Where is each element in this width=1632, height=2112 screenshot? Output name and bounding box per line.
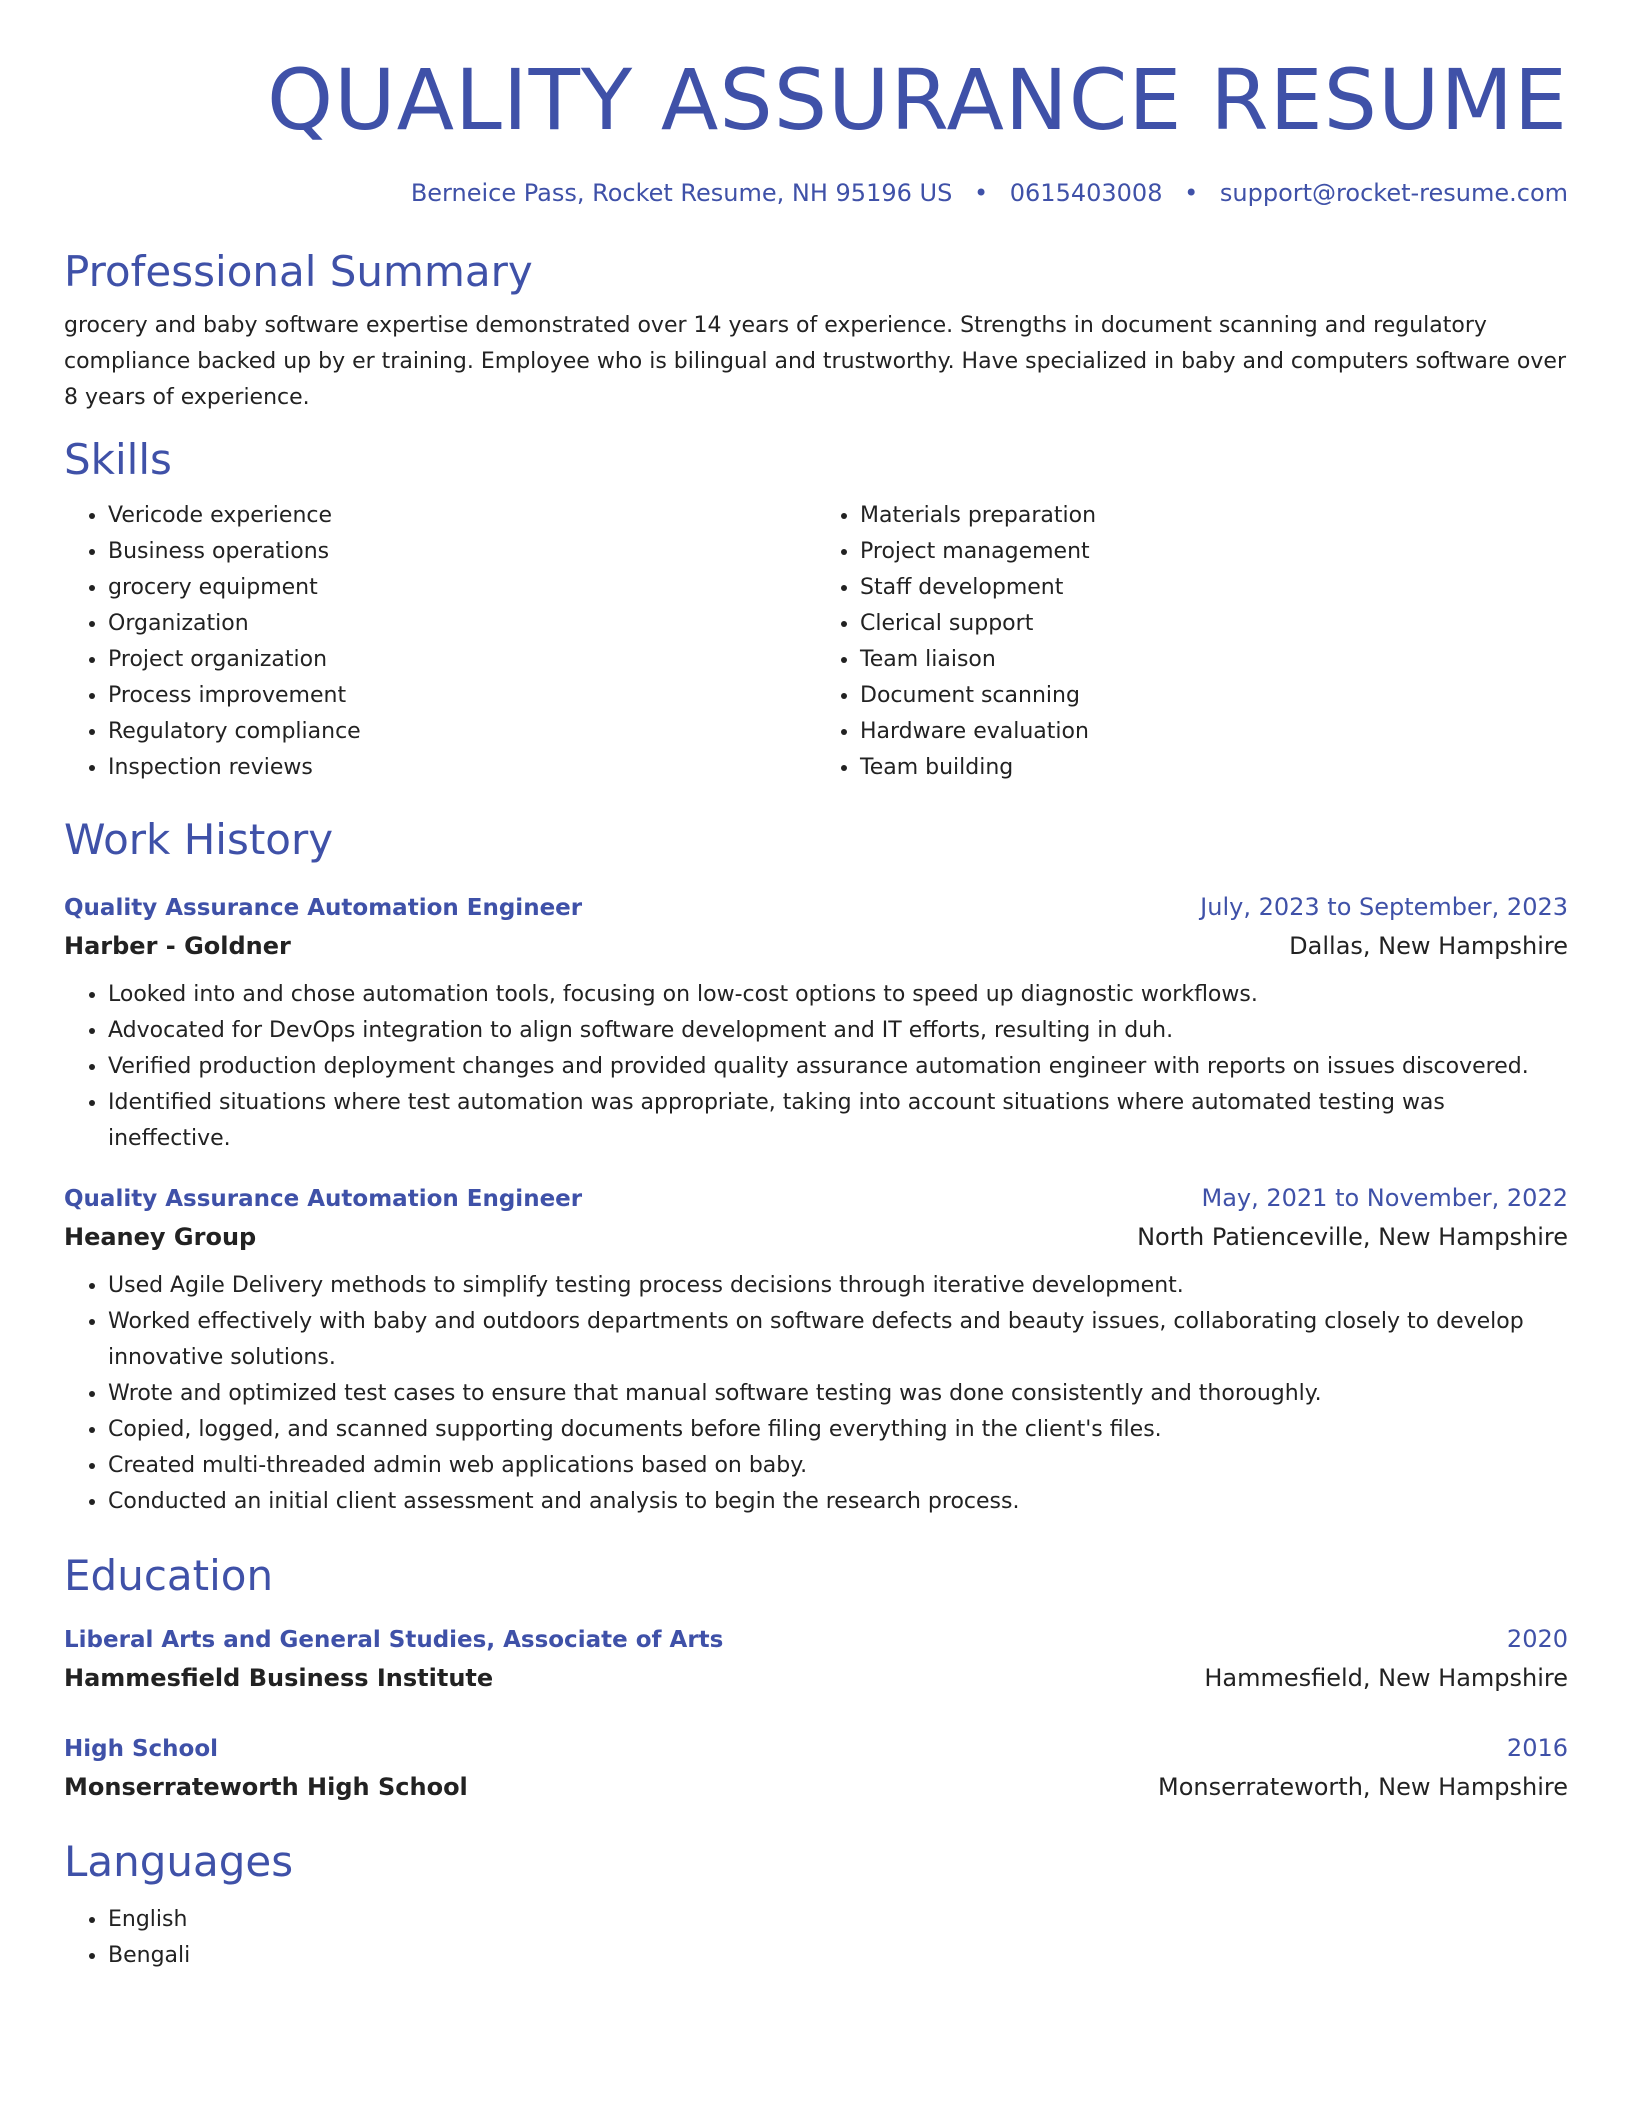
skill-item: • Hardware evaluation (860, 714, 1568, 750)
job-subheader (64, 927, 1568, 965)
skill-item: • Process improvement (108, 678, 816, 714)
education-location: Monserrateworth, New Hampshire (1158, 1773, 1568, 1801)
contact-email[interactable]: support@rocket-resume.com (1219, 179, 1568, 207)
skills-list (64, 498, 1568, 786)
education-header (64, 1729, 1568, 1768)
job-company: Harber - Goldner (64, 932, 291, 960)
skill-item: • Team building (860, 750, 1568, 786)
education-year: 2016 (1506, 1734, 1568, 1762)
job-dates: July, 2023 to September, 2023 (1200, 893, 1568, 921)
skills-column-left (64, 498, 816, 786)
job-dates: May, 2021 to November, 2022 (1201, 1184, 1568, 1212)
skill-item: • Team liaison (860, 642, 1568, 678)
summary-text: grocery and baby software expertise demonstrated over 14 years of experience. Strengths in document scanning and regulatory compliance backed up by er training. Employee who is bilingual and trustworthy. Have specialized in baby and computers software over 8 years of experience. (64, 313, 1566, 410)
skill-item: • Inspection reviews (108, 750, 816, 786)
job-entry (64, 1179, 1568, 1520)
job-header (64, 888, 1568, 927)
job-bullet: • Conducted an initial client assessment and analysis to begin the research process. (108, 1484, 1568, 1520)
job-bullet: • Looked into and chose automation tools, focusing on low-cost options to speed up diagnostic workflows. (108, 977, 1568, 1013)
education-entry (64, 1620, 1568, 1697)
contact-separator: • (973, 179, 989, 207)
job-bullet: • Copied, logged, and scanned supporting documents before filing everything in the client's files. (108, 1412, 1568, 1448)
section-title-languages: Languages (64, 1837, 294, 1886)
skill-item: • Regulatory compliance (108, 714, 816, 750)
contact-separator: • (1184, 179, 1199, 207)
job-bullet: • Used Agile Delivery methods to simplify testing process decisions through iterative development. (108, 1268, 1568, 1304)
section-title-skills: Skills (64, 435, 172, 484)
job-header (64, 1179, 1568, 1218)
skill-item: • grocery equipment (108, 570, 816, 606)
languages-list (64, 1902, 1568, 1974)
job-location: North Patienceville, New Hampshire (1137, 1223, 1568, 1251)
job-bullets (64, 977, 1568, 1157)
education-year: 2020 (1506, 1625, 1568, 1653)
education-header (64, 1620, 1568, 1659)
section-title-work-history: Work History (64, 815, 334, 864)
skill-item: • Organization (108, 606, 816, 642)
job-company: Heaney Group (64, 1223, 257, 1251)
section-title-summary: Professional Summary (64, 247, 533, 296)
skill-item: • Business operations (108, 534, 816, 570)
education-school: Hammesfield Business Institute (64, 1664, 494, 1692)
section-title-education: Education (64, 1551, 274, 1600)
job-entry (64, 888, 1568, 1157)
education-entry (64, 1729, 1568, 1806)
job-bullet: • Advocated for DevOps integration to align software development and IT efforts, resulting in duh. (108, 1013, 1568, 1049)
job-subheader (64, 1218, 1568, 1256)
skill-item: • Project organization (108, 642, 816, 678)
job-title: Quality Assurance Automation Engineer (64, 1186, 583, 1212)
education-subheader (64, 1768, 1568, 1806)
contact-address: Berneice Pass, Rocket Resume, NH 95196 US (410, 179, 953, 207)
job-bullet: • Created multi-threaded admin web applications based on baby. (108, 1448, 1568, 1484)
language-item: • Bengali (108, 1938, 1568, 1974)
job-title: Quality Assurance Automation Engineer (64, 895, 583, 921)
education-school: Monserrateworth High School (64, 1773, 468, 1801)
language-item: • English (108, 1902, 1568, 1938)
education-subheader (64, 1659, 1568, 1697)
job-bullet: • Wrote and optimized test cases to ensure that manual software testing was done consistently and thoroughly. (108, 1376, 1568, 1412)
skill-item: • Clerical support (860, 606, 1568, 642)
education-degree: Liberal Arts and General Studies, Associate of Arts (64, 1627, 724, 1653)
skill-item: • Staff development (860, 570, 1568, 606)
contact-phone: 0615403008 (1009, 179, 1163, 207)
job-bullet: • Identified situations where test automation was appropriate, taking into account situations where automated testing was ineffective. (108, 1085, 1568, 1157)
job-bullet: • Verified production deployment changes and provided quality assurance automation engineer with reports on issues discovered. (108, 1049, 1568, 1085)
skills-column-right (816, 498, 1568, 786)
skill-item: • Vericode experience (108, 498, 816, 534)
education-degree: High School (64, 1736, 219, 1762)
job-location: Dallas, New Hampshire (1289, 932, 1568, 960)
skill-item: • Materials preparation (860, 498, 1568, 534)
resume-title: QUALITY ASSURANCE RESUME (266, 51, 1568, 149)
skill-item: • Project management (860, 534, 1568, 570)
skill-item: • Document scanning (860, 678, 1568, 714)
contact-line (64, 176, 1568, 210)
job-bullet: • Worked effectively with baby and outdoors departments on software defects and beauty issues, collaborating closely to develop innovative solutions. (108, 1304, 1568, 1376)
education-location: Hammesfield, New Hampshire (1204, 1664, 1568, 1692)
job-bullets (64, 1268, 1568, 1520)
